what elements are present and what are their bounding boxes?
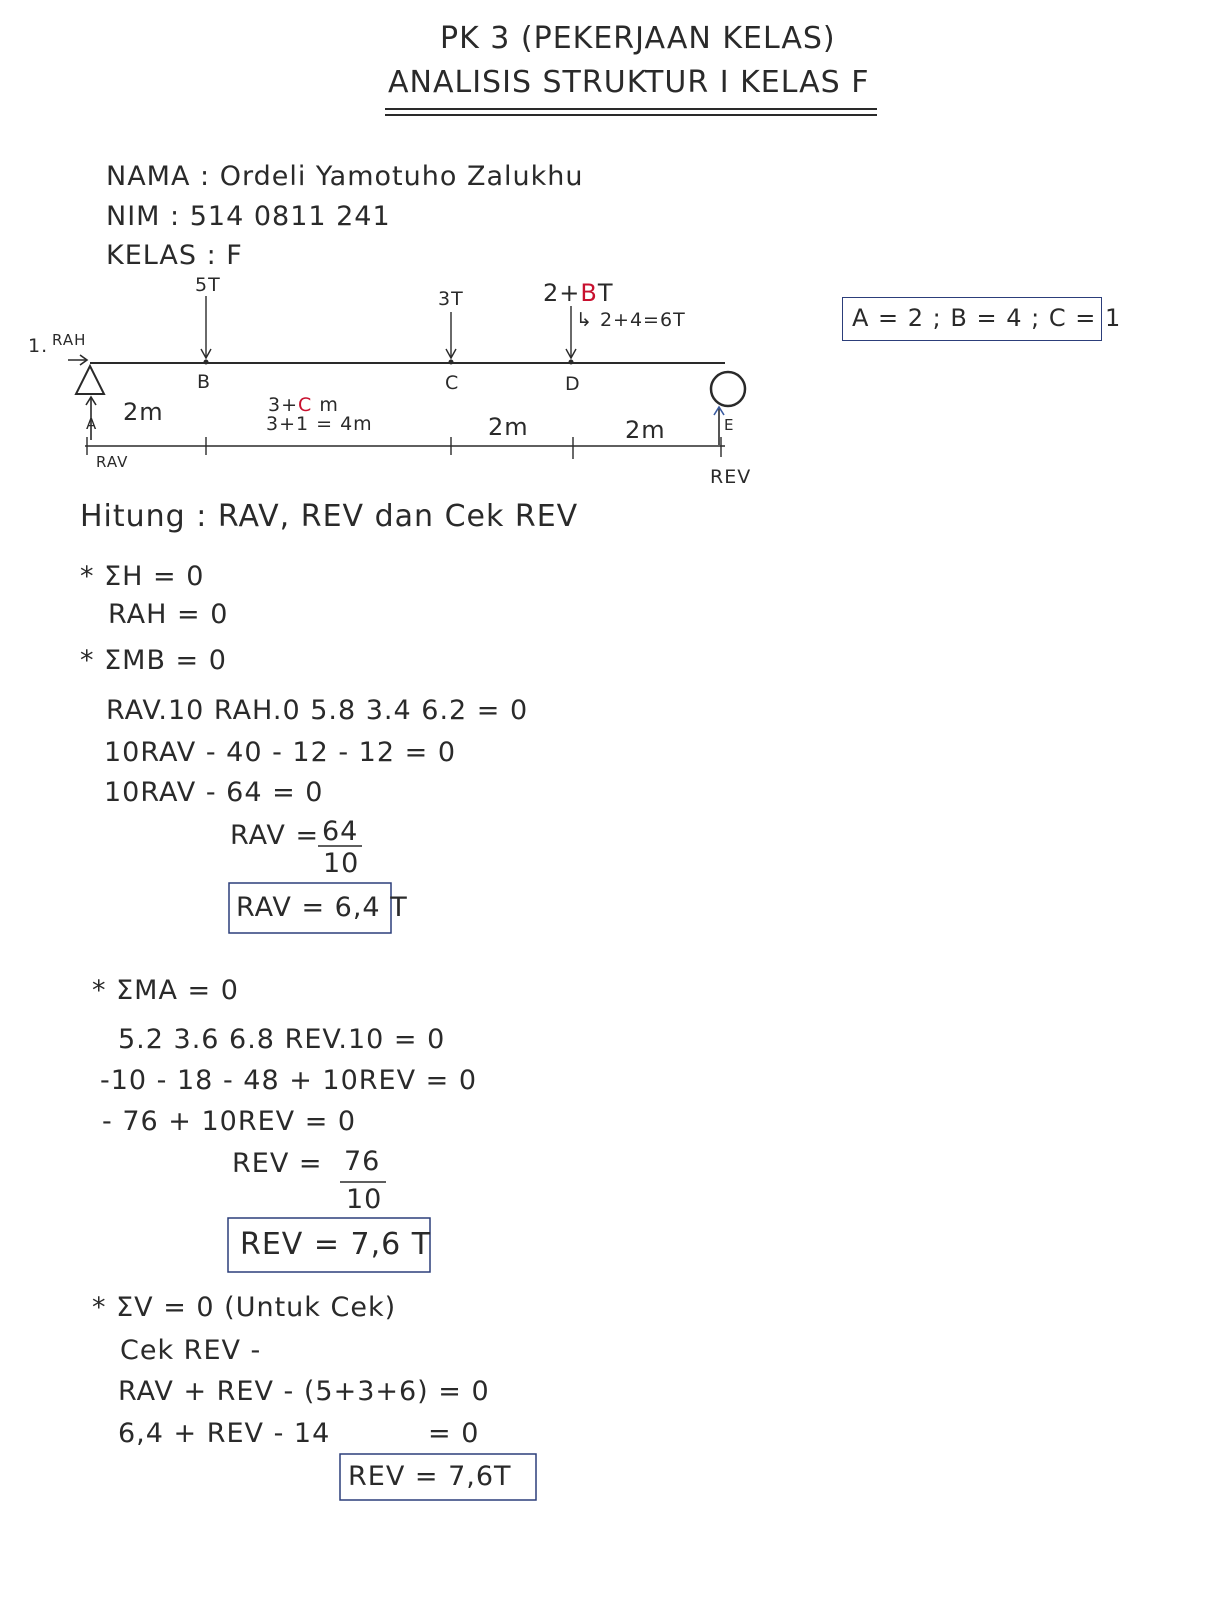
- rav-label: RAV: [96, 453, 129, 471]
- node-a-label: A: [86, 415, 98, 433]
- node-c-label: C: [445, 372, 460, 394]
- ma-eq-1: 5.2 3.6 6.8 REV.10 = 0: [118, 1024, 446, 1055]
- mb-eq-1: RAV.10 RAH.0 5.8 3.4 6.2 = 0: [106, 695, 529, 726]
- roller-support-icon: [711, 372, 745, 406]
- rav-result: RAV = 6,4 T: [236, 892, 408, 923]
- problem-number: 1.: [28, 335, 49, 357]
- doc-subtitle: ANALISIS STRUKTUR I KELAS F: [388, 65, 870, 100]
- rev-label: REV: [710, 466, 752, 488]
- span-ab-label: 2m: [123, 398, 164, 426]
- pin-support-icon: [76, 366, 104, 394]
- rev-eq-label: REV =: [232, 1148, 323, 1179]
- rah-label: RAH: [52, 331, 87, 349]
- rev-check-result: REV = 7,6T: [348, 1461, 512, 1492]
- rav-numerator: 64: [322, 816, 359, 847]
- mb-eq-2: 10RAV - 40 - 12 - 12 = 0: [104, 737, 456, 768]
- load-b-label: 5T: [195, 274, 221, 296]
- ma-eq-3: - 76 + 10REV = 0: [102, 1106, 357, 1137]
- span-de-label: 2m: [625, 416, 666, 444]
- span-cd-label: 2m: [488, 413, 529, 441]
- load-c-label: 3T: [438, 288, 464, 310]
- mb-eq-3: 10RAV - 64 = 0: [104, 777, 324, 808]
- rah-zero-line: RAH = 0: [108, 599, 229, 630]
- v-eq-1: RAV + REV - (5+3+6) = 0: [118, 1376, 490, 1407]
- load-d-label: 2+BT: [543, 279, 614, 307]
- node-d-label: D: [565, 373, 581, 395]
- student-name: NAMA : Ordeli Yamotuho Zalukhu: [106, 161, 584, 192]
- load-d-calc: ↳ 2+4=6T: [576, 309, 686, 331]
- sum-h-line: * ΣH = 0: [80, 561, 205, 592]
- rev-numerator: 76: [344, 1146, 381, 1177]
- ma-eq-2: -10 - 18 - 48 + 10REV = 0: [100, 1065, 478, 1096]
- sum-v-line: * ΣV = 0 (Untuk Cek): [92, 1292, 397, 1323]
- v-eq-2b: = 0: [428, 1418, 480, 1449]
- node-b-label: B: [197, 371, 212, 393]
- doc-title: PK 3 (PEKERJAAN KELAS): [440, 21, 836, 56]
- sum-mb-line: * ΣMB = 0: [80, 645, 227, 676]
- rav-denominator: 10: [323, 848, 360, 879]
- sum-ma-line: * ΣMA = 0: [92, 975, 239, 1006]
- student-nim: NIM : 514 0811 241: [106, 201, 391, 232]
- v-eq-2a: 6,4 + REV - 14: [118, 1418, 331, 1449]
- rev-denominator: 10: [346, 1184, 383, 1215]
- node-e-label: E: [724, 416, 735, 434]
- rev-result: REV = 7,6 T: [240, 1227, 432, 1262]
- span-bc-label-2: 3+1 = 4m: [266, 413, 373, 435]
- hitung-line: Hitung : RAV, REV dan Cek REV: [80, 499, 579, 534]
- params-text: A = 2 ; B = 4 ; C = 1: [852, 304, 1122, 332]
- rav-eq-label: RAV =: [230, 820, 320, 851]
- student-class: KELAS : F: [106, 240, 243, 271]
- span-bc-label-1: 3+C m: [268, 394, 339, 416]
- cek-rev-line: Cek REV -: [120, 1335, 262, 1366]
